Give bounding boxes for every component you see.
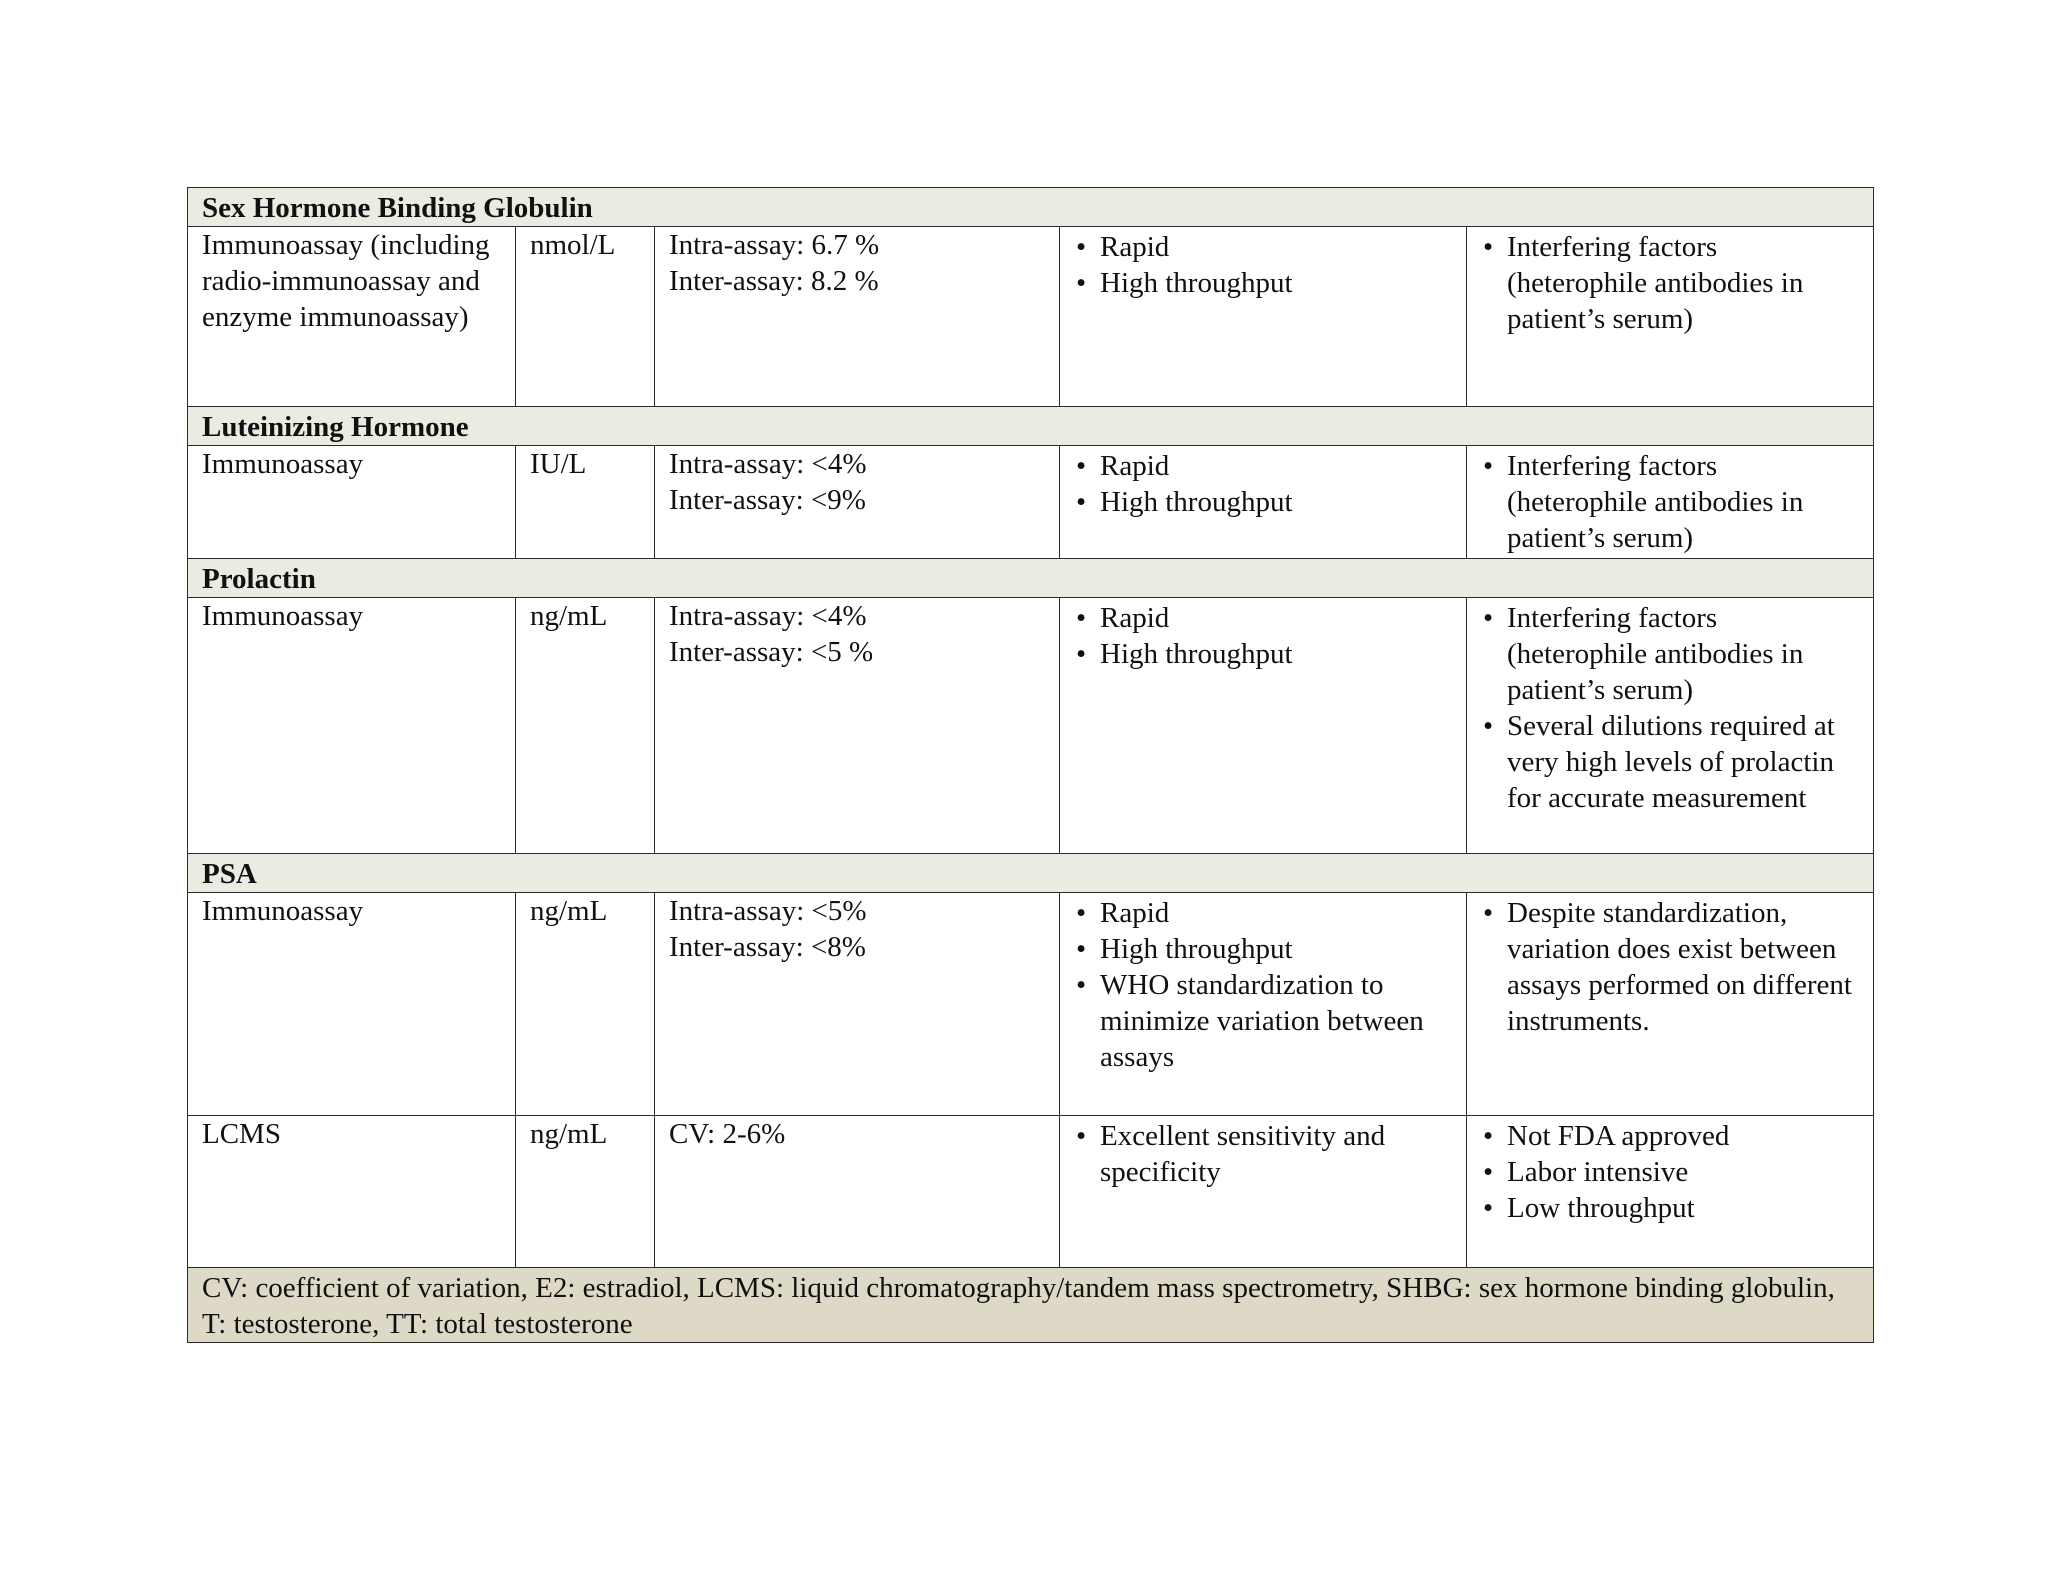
advantage-item: • Rapid [1074,448,1454,484]
method-cell: Immunoassay [188,446,516,559]
precision-cell [655,893,1060,1116]
advantage-item: • High throughput [1074,636,1454,672]
section-header-psa [188,854,1874,893]
precision-cell [655,1116,1060,1268]
advantages-cell [1060,598,1467,854]
advantage-item: • Rapid [1074,895,1454,931]
disadvantages-cell [1467,893,1874,1116]
table-row [188,227,1874,407]
inter-assay-value: Inter-assay: <8% [669,931,866,963]
method-cell: LCMS [188,1116,516,1268]
units-cell: ng/mL [516,1116,655,1268]
intra-assay-value: Intra-assay: <4% [669,600,867,632]
table-row [188,446,1874,559]
advantage-item: • Excellent sensitivity and specificity [1074,1118,1454,1190]
advantage-item: • Rapid [1074,600,1454,636]
cv-value: CV: 2-6% [669,1118,786,1150]
disadvantage-item: • Labor intensive [1481,1154,1861,1190]
intra-assay-value: Intra-assay: 6.7 % [669,229,880,261]
section-header-shbg [188,188,1874,227]
precision-cell [655,598,1060,854]
units-cell: ng/mL [516,598,655,854]
method-cell: Immunoassay [188,598,516,854]
disadvantage-item: • Interfering factors (heterophile antibodies in patient’s serum) [1481,448,1861,556]
disadvantage-item: • Despite standardization, variation does exist between assays performed on different instruments. [1481,895,1861,1039]
section-title: Sex Hormone Binding Globulin [188,188,1874,227]
disadvantages-cell [1467,1116,1874,1268]
units-cell: ng/mL [516,893,655,1116]
abbreviations-footnote: CV: coefficient of variation, E2: estradiol, LCMS: liquid chromatography/tandem mass spectrometry, SHBG: sex hormone binding globulin, T: testosterone, TT: total testosterone [188,1268,1874,1343]
advantage-item: • High throughput [1074,265,1454,301]
section-title: Luteinizing Hormone [188,407,1874,446]
advantages-cell [1060,1116,1467,1268]
inter-assay-value: Inter-assay: <5 % [669,636,874,668]
section-header-prolactin [188,559,1874,598]
inter-assay-value: Inter-assay: <9% [669,484,866,516]
assay-comparison-table [187,187,1874,1343]
section-title: Prolactin [188,559,1874,598]
method-cell: Immunoassay [188,893,516,1116]
disadvantage-item: • Interfering factors (heterophile antibodies in patient’s serum) [1481,229,1861,337]
advantages-cell [1060,227,1467,407]
intra-assay-value: Intra-assay: <4% [669,448,867,480]
table-row [188,893,1874,1116]
disadvantage-item: • Low throughput [1481,1190,1861,1226]
advantage-item: • WHO standardization to minimize variation between assays [1074,967,1454,1075]
disadvantages-cell [1467,598,1874,854]
advantage-item: • High throughput [1074,931,1454,967]
units-cell: IU/L [516,446,655,559]
table-footnote-row [188,1268,1874,1343]
table-row [188,598,1874,854]
intra-assay-value: Intra-assay: <5% [669,895,867,927]
disadvantages-cell [1467,227,1874,407]
advantage-item: • Rapid [1074,229,1454,265]
inter-assay-value: Inter-assay: 8.2 % [669,265,879,297]
section-header-lh [188,407,1874,446]
units-cell: nmol/L [516,227,655,407]
table-row [188,1116,1874,1268]
disadvantage-item: • Not FDA approved [1481,1118,1861,1154]
precision-cell [655,446,1060,559]
method-cell: Immunoassay (including radio-immunoassay and enzyme immunoassay) [188,227,516,407]
disadvantage-item: • Interfering factors (heterophile antibodies in patient’s serum) [1481,600,1861,708]
disadvantage-item: • Several dilutions required at very high levels of prolactin for accurate measurement [1481,708,1861,816]
advantages-cell [1060,893,1467,1116]
precision-cell [655,227,1060,407]
advantage-item: • High throughput [1074,484,1454,520]
disadvantages-cell [1467,446,1874,559]
section-title: PSA [188,854,1874,893]
advantages-cell [1060,446,1467,559]
